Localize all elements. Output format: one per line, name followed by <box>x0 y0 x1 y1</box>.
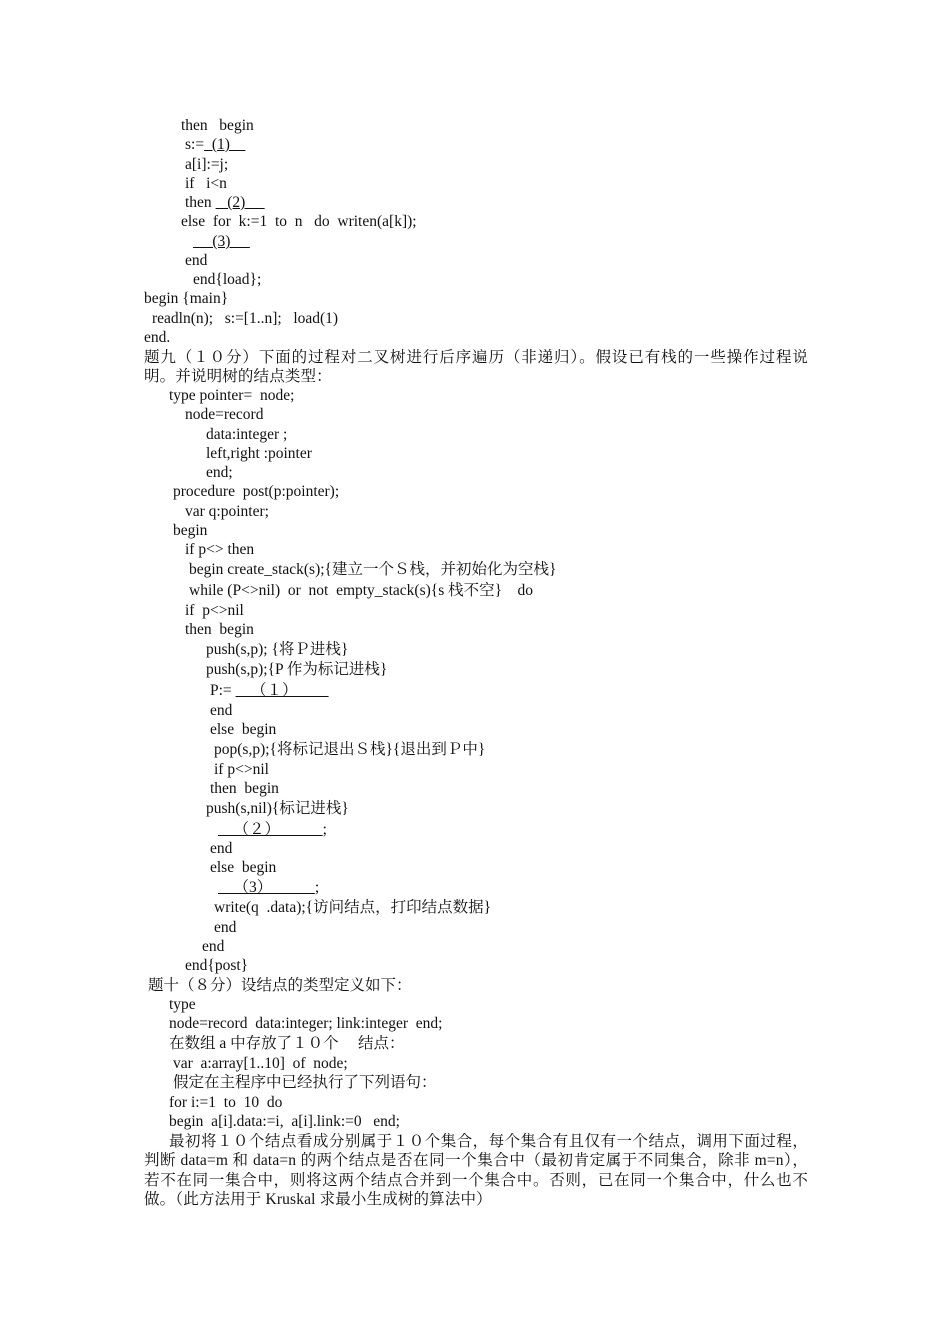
code-line: write(q .data);{访问结点，打印结点数据} <box>214 899 492 916</box>
code-line: push(s,nil){标记进栈} <box>206 800 349 817</box>
code-line: node=record data:integer; link:integer end; <box>169 1015 443 1032</box>
code-line: var a:array[1..10] of node; <box>173 1055 348 1072</box>
code-line: end <box>214 919 237 936</box>
code-line: then (2) <box>185 194 265 211</box>
code-line: else begin <box>210 721 277 738</box>
code-line: readln(n); s:=[1..n]; load(1) <box>152 310 339 327</box>
code-line: end{post} <box>185 957 249 974</box>
answer-blank: (1) <box>204 136 246 153</box>
code-line <box>193 232 250 251</box>
answer-blank: （3） <box>218 879 315 896</box>
code-line: push(s,p);{P 作为标记进栈} <box>206 661 388 678</box>
code-line: P:= （１） <box>210 682 329 699</box>
code-line: （3） ; <box>218 879 320 896</box>
code-line: if i<n <box>185 175 227 192</box>
code-line: begin create_stack(s);{建立一个Ｓ栈，并初始化为空栈} <box>189 561 557 578</box>
code-line: while (P<>nil) or not empty_stack(s){s 栈不空} do <box>189 582 534 599</box>
code-line: if p<>nil <box>214 761 269 778</box>
code-line: s:= (1) <box>185 136 246 153</box>
code-line: end <box>185 252 208 269</box>
answer-blank: (2) <box>215 194 265 211</box>
code-line: end{load}; <box>193 271 262 288</box>
code-line: end <box>202 938 225 955</box>
code-line: a[i]:=j; <box>185 156 229 173</box>
answer-blank: (3) <box>193 233 250 250</box>
code-line: then begin <box>185 621 254 638</box>
code-line: var q:pointer; <box>185 503 269 520</box>
code-line: 在数组 a 中存放了１０个 结点： <box>169 1035 405 1052</box>
code-line: end. <box>144 329 171 346</box>
code-line: else for k:=1 to n do writen(a[k]); <box>181 213 417 230</box>
question-10-heading: 题十（８分）设结点的类型定义如下： <box>148 977 412 994</box>
code-line: 假定在主程序中已经执行了下列语句： <box>173 1074 437 1091</box>
code-line: type <box>169 996 196 1013</box>
code-line: if p<> then <box>185 541 255 558</box>
code-line: pop(s,p);{将标记退出Ｓ栈}{退出到Ｐ中} <box>214 741 486 758</box>
code-line: end <box>210 702 233 719</box>
code-line: （２） ; <box>218 821 327 838</box>
code-line: left,right :pointer <box>206 445 312 462</box>
code-line: push(s,p); {将Ｐ进栈} <box>206 641 349 658</box>
code-line: begin {main} <box>144 290 229 307</box>
code-line: begin a[i].data:=i, a[i].link:=0 end; <box>169 1113 400 1130</box>
question-10-paragraph: 最初将１０个结点看成分别属于１０个集合，每个集合有且仅有一个结点，调用下面过程，判断 data=m 和 data=n 的两个结点是否在同一个集合中（最初肯定属于不同集合，除非 m=n），若不在同一集合中，则将这两个结点合并到一个集合中。否则，已在同一个集合中，什么也不做。（此方法用于 Kruskal 求最小生成树的算法中） <box>144 1133 808 1209</box>
code-line: then begin <box>210 780 279 797</box>
code-line: if p<>nil <box>185 602 244 619</box>
code-line: for i:=1 to 10 do <box>169 1094 283 1111</box>
question-9-heading: 题九（１０分）下面的过程对二叉树进行后序遍历（非递归）。假设已有栈的一些操作过程说明。并说明树的结点类型： <box>144 349 808 386</box>
code-line: end <box>210 840 233 857</box>
answer-blank: （２） <box>218 821 323 838</box>
code-line: end; <box>206 464 233 481</box>
code-line: node=record <box>185 406 264 423</box>
code-line: type pointer= node; <box>169 387 295 404</box>
code-line: procedure post(p:pointer); <box>173 483 340 500</box>
code-line: else begin <box>210 859 277 876</box>
answer-blank: （１） <box>235 682 329 699</box>
code-line: then begin <box>181 117 254 134</box>
code-line: data:integer ; <box>206 426 288 443</box>
code-line: begin <box>173 522 208 539</box>
